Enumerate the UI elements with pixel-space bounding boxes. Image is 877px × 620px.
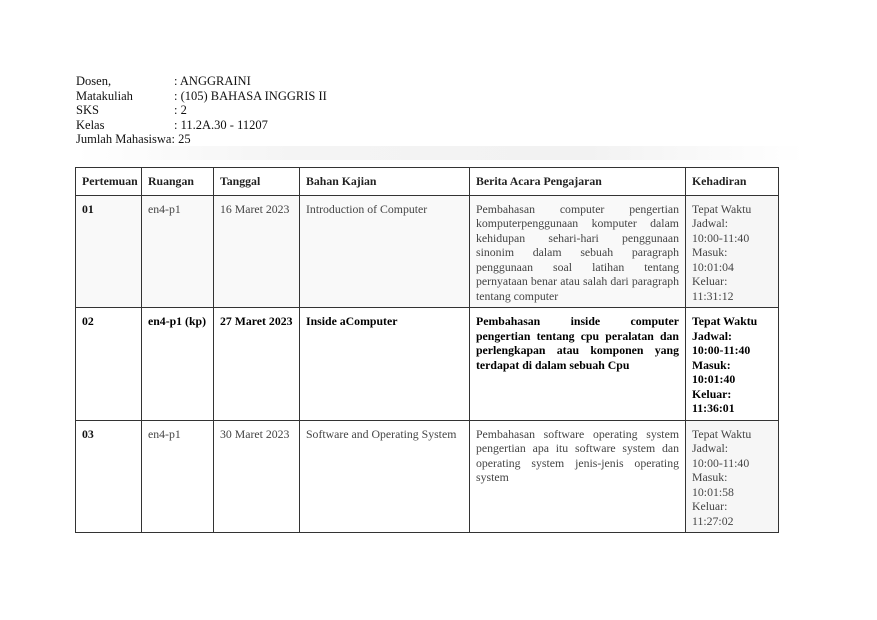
divider-band [76, 146, 804, 160]
header-kehadiran: Kehadiran [686, 168, 779, 196]
info-row-matakuliah [76, 89, 327, 104]
info-row-dosen [76, 74, 327, 89]
header-berita-acara: Berita Acara Pengajaran [470, 168, 686, 196]
info-value: : 11.2A.30 - 11207 [174, 117, 268, 132]
cell-ruangan: en4-p1 [142, 420, 214, 533]
kehadiran-masuk-label: Masuk: [692, 357, 731, 372]
cell-berita-acara: Pembahasan software operating system pengertian apa itu software system dan operating system jenis-jenis operating system [470, 420, 686, 533]
kehadiran-jadwal-value: 10:00-11:40 [692, 455, 750, 470]
kehadiran-jadwal-value: 10:00-11:40 [692, 343, 751, 357]
info-label: SKS [76, 103, 99, 118]
info-label: Matakuliah [76, 88, 133, 103]
kehadiran-jadwal-label: Jadwal: [692, 441, 729, 455]
cell-tanggal: 27 Maret 2023 [214, 308, 300, 421]
kehadiran-status: Tepat Waktu [692, 201, 752, 216]
cell-kehadiran [686, 420, 779, 533]
header-ruangan: Ruangan [142, 168, 214, 196]
cell-bahan-kajian: Software and Operating System [300, 420, 470, 533]
kehadiran-masuk-value: 10:01:58 [692, 484, 734, 499]
kehadiran-keluar-value: 11:36:01 [692, 401, 735, 415]
cell-bahan-kajian: Introduction of Computer [300, 195, 470, 308]
cell-ruangan: en4-p1 (kp) [142, 308, 214, 421]
info-row-kelas [76, 118, 327, 133]
info-label: Dosen, [76, 74, 112, 88]
info-row-sks [76, 103, 327, 118]
header-bahan-kajian: Bahan Kajian [300, 168, 470, 196]
cell-kehadiran [686, 308, 779, 421]
kehadiran-keluar-value: 11:31:12 [692, 288, 734, 303]
cell-berita-acara: Pembahasan computer pengertian komputerpenggunaan komputer dalam kehidupan sehari-hari penggunaan sinonim dalam sebuah paragraph penggunaan soal latihan tentang pernyataan benar atau salah dari paragraph tentang computer [470, 195, 686, 308]
info-row-jumlah-mahasiswa [76, 132, 327, 147]
kehadiran-status: Tepat Waktu [692, 426, 752, 441]
kehadiran-keluar-label: Keluar: [692, 274, 728, 288]
kehadiran-masuk-label: Masuk: [692, 470, 728, 484]
kehadiran-jadwal-label: Jadwal: [692, 328, 732, 343]
table-row [76, 195, 779, 308]
kehadiran-masuk-value: 10:01:04 [692, 259, 734, 274]
info-value: : 25 [171, 132, 191, 147]
cell-berita-acara: Pembahasan inside computer pengertian tentang cpu peralatan dan perlengkapan atau komponen yang terdapat di dalam sebuah Cpu [470, 308, 686, 421]
kehadiran-masuk-label: Masuk: [692, 245, 728, 259]
cell-pertemuan: 01 [76, 195, 142, 308]
header-pertemuan: Pertemuan [76, 168, 142, 196]
cell-tanggal: 30 Maret 2023 [214, 420, 300, 533]
cell-tanggal: 16 Maret 2023 [214, 195, 300, 308]
cell-ruangan: en4-p1 [142, 195, 214, 308]
cell-bahan-kajian: Inside aComputer [300, 308, 470, 421]
header-tanggal: Tanggal [214, 168, 300, 196]
kehadiran-jadwal-value: 10:00-11:40 [692, 230, 750, 245]
kehadiran-keluar-label: Keluar: [692, 499, 728, 513]
info-value: : 2 [174, 103, 187, 118]
cell-pertemuan: 03 [76, 420, 142, 533]
kehadiran-jadwal-label: Jadwal: [692, 216, 729, 230]
info-label: Jumlah Mahasiswa [76, 132, 172, 147]
info-value: : ANGGRAINI [174, 74, 251, 88]
cell-kehadiran [686, 195, 779, 308]
course-info [76, 74, 327, 147]
kehadiran-keluar-label: Keluar: [692, 386, 732, 401]
kehadiran-masuk-value: 10:01:40 [692, 372, 736, 386]
kehadiran-status: Tepat Waktu [692, 314, 758, 328]
info-value: : (105) BAHASA INGGRIS II [174, 88, 327, 103]
info-label: Kelas [76, 117, 105, 132]
table-header-row [76, 168, 779, 196]
attendance-table [75, 167, 779, 533]
table-row [76, 420, 779, 533]
kehadiran-keluar-value: 11:27:02 [692, 513, 734, 528]
cell-pertemuan: 02 [76, 308, 142, 421]
table-row [76, 308, 779, 421]
